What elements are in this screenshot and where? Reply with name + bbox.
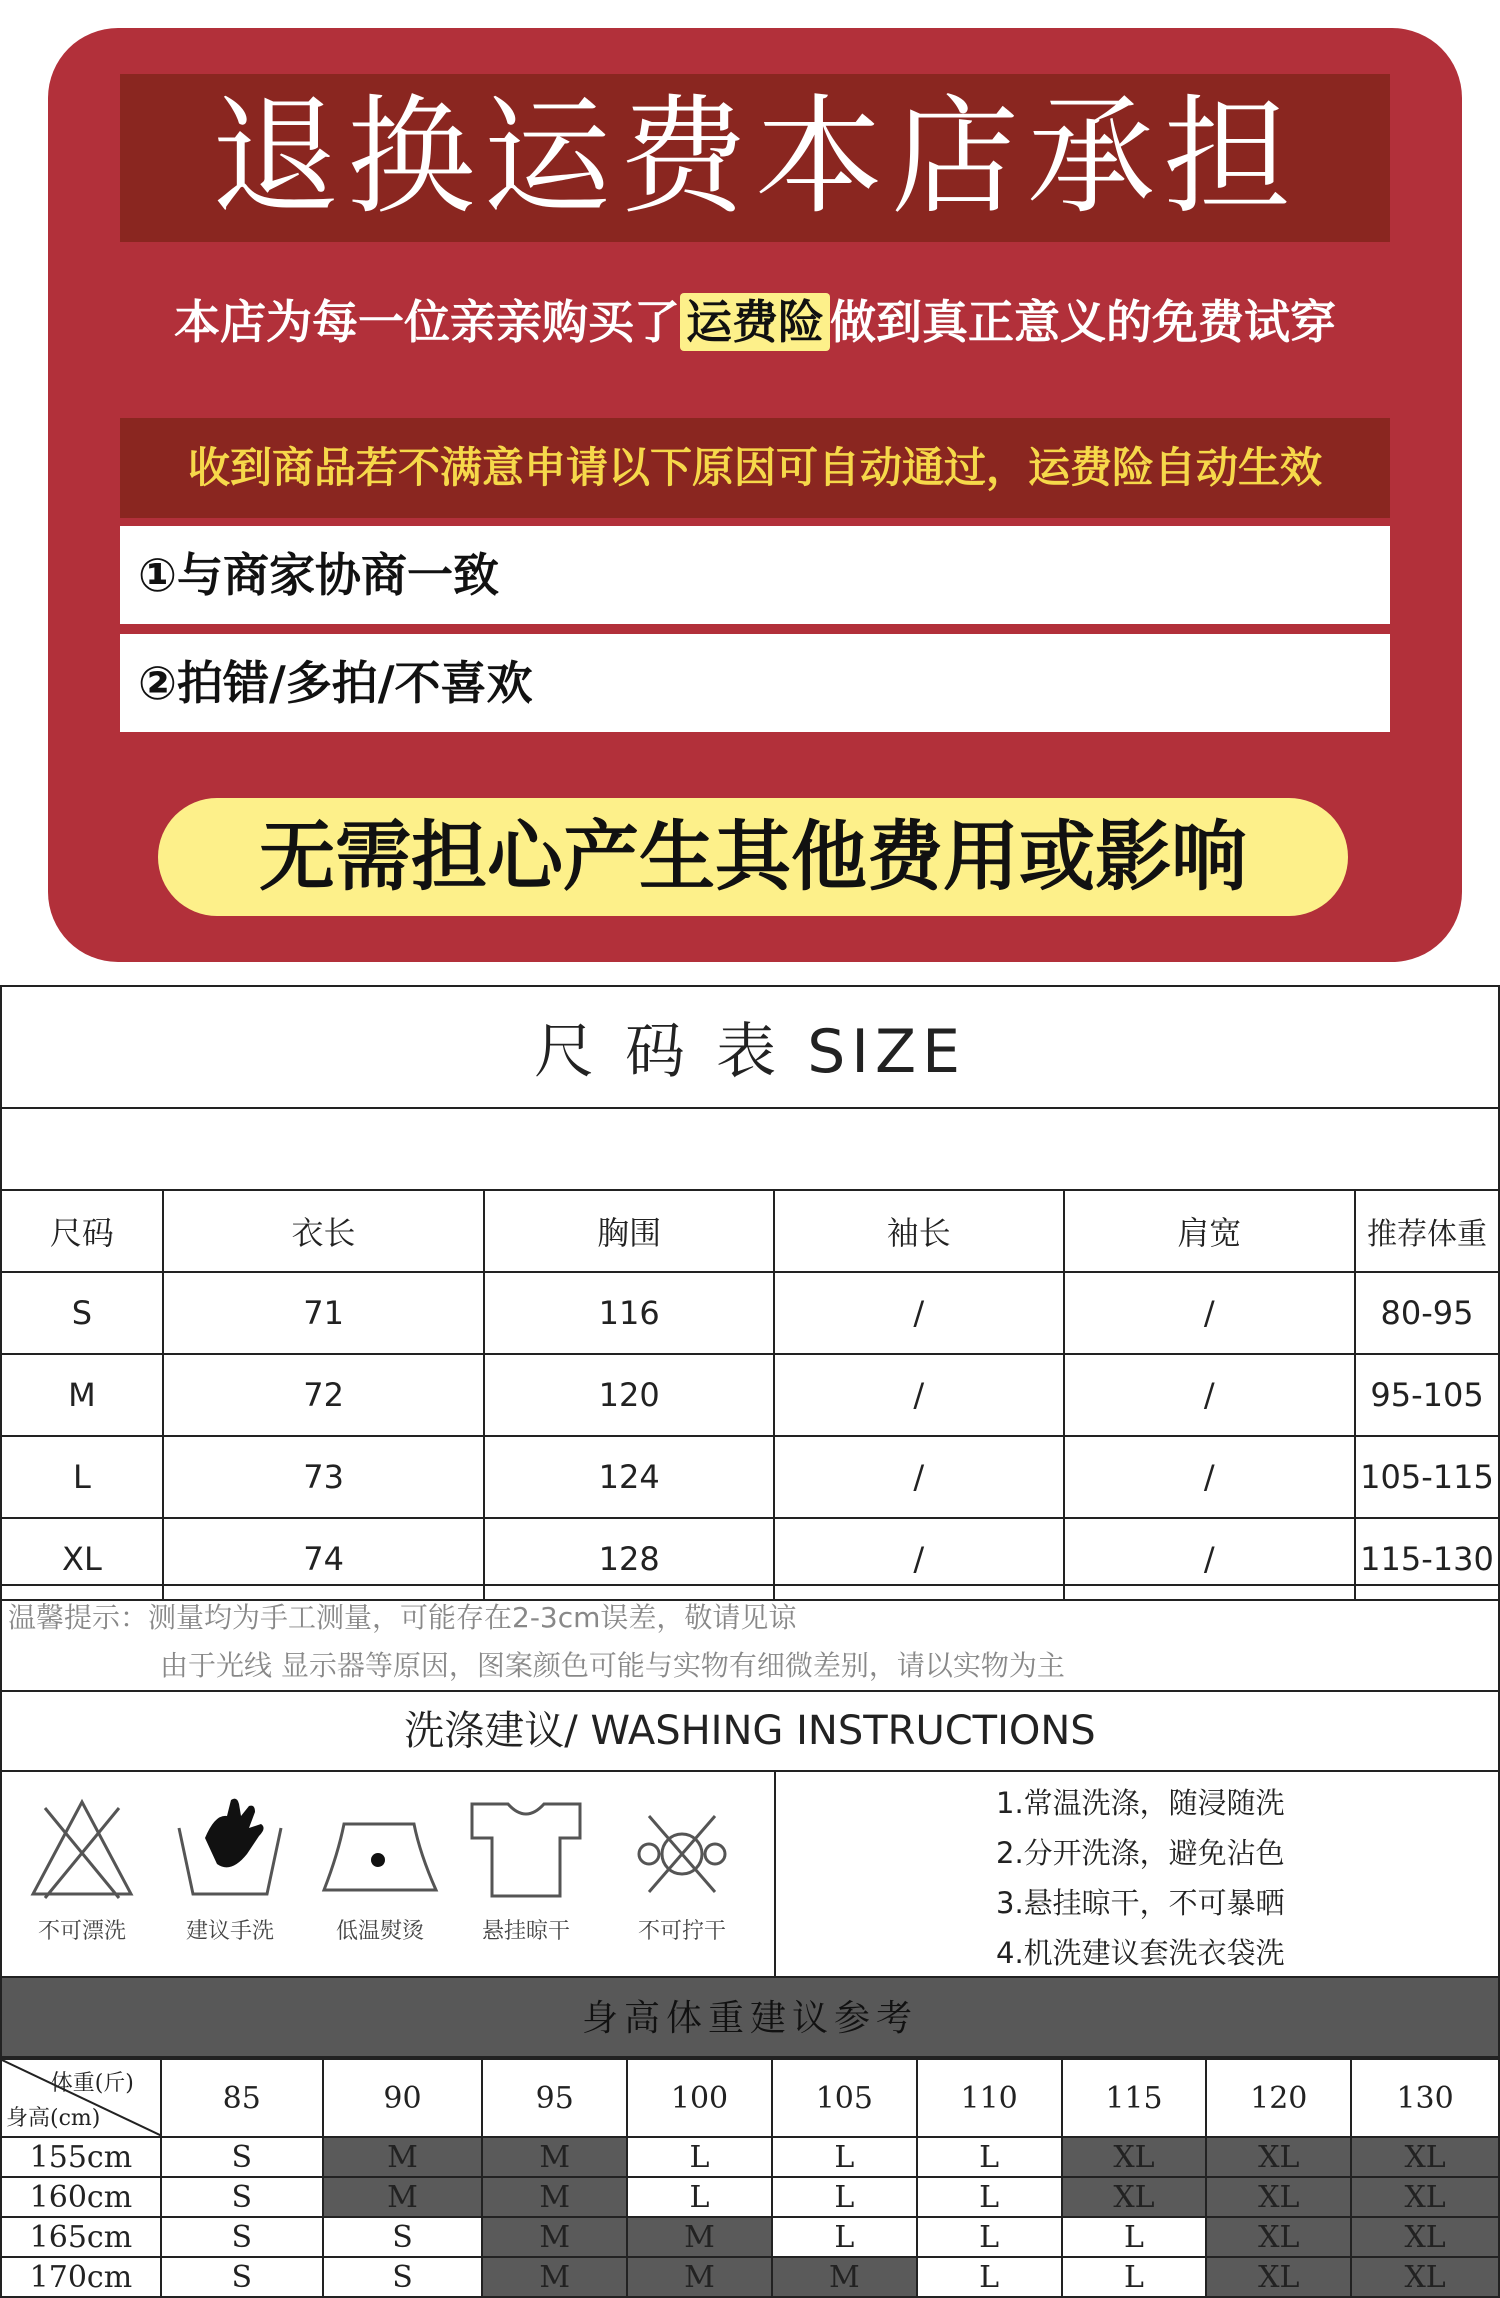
header-cell: 尺码 xyxy=(1,1190,163,1272)
size-cell: XL xyxy=(1062,2137,1207,2177)
table-cell: 80-95 xyxy=(1355,1272,1499,1354)
table-cell: / xyxy=(774,1518,1064,1600)
size-header-row xyxy=(1,1190,1499,1272)
size-cell: S xyxy=(161,2177,323,2217)
size-cell: S xyxy=(323,2217,483,2257)
height-weight-table xyxy=(0,2058,1500,2298)
hand-wash-icon xyxy=(170,1794,290,1945)
washing-panel xyxy=(0,1770,1500,1978)
reason-item: ②拍错/多拍/不喜欢 xyxy=(120,634,1390,732)
size-cell: S xyxy=(161,2257,323,2297)
washing-title: 洗涤建议/ WASHING INSTRUCTIONS xyxy=(0,1690,1500,1772)
table-row xyxy=(1,1436,1499,1518)
table-cell: L xyxy=(1,1436,163,1518)
washing-steps xyxy=(996,1778,1285,1978)
size-cell: L xyxy=(772,2217,917,2257)
height-cell: 155cm xyxy=(1,2137,161,2177)
corner-cell xyxy=(1,2059,161,2137)
wash-icon-label: 不可漂洗 xyxy=(37,1919,126,1944)
banner-subtitle xyxy=(48,280,1462,364)
table-cell: 95-105 xyxy=(1355,1354,1499,1436)
height-cell: 160cm xyxy=(1,2177,161,2217)
size-cell: L xyxy=(1062,2257,1207,2297)
table-cell: 124 xyxy=(484,1436,774,1518)
hang-dry-icon xyxy=(466,1794,586,1945)
height-axis-label: 身高(cm) xyxy=(6,2106,101,2131)
header-cell: 推荐体重 xyxy=(1355,1190,1499,1272)
table-cell: 128 xyxy=(484,1518,774,1600)
height-weight-rows xyxy=(1,2137,1499,2297)
table-cell: 115-130 xyxy=(1355,1518,1499,1600)
height-weight-title: 身高体重建议参考 xyxy=(0,1976,1500,2058)
table-row xyxy=(1,2217,1499,2257)
table-cell: / xyxy=(774,1272,1064,1354)
blank-row xyxy=(1,1108,1499,1190)
size-cell: M xyxy=(772,2257,917,2297)
height-cell: 170cm xyxy=(1,2257,161,2297)
height-cell: 165cm xyxy=(1,2217,161,2257)
size-cell: L xyxy=(772,2137,917,2177)
table-cell: 120 xyxy=(484,1354,774,1436)
size-cell: XL xyxy=(1206,2217,1351,2257)
size-cell: XL xyxy=(1351,2257,1499,2297)
size-cell: L xyxy=(917,2137,1062,2177)
size-cell: XL xyxy=(1351,2217,1499,2257)
size-cell: XL xyxy=(1351,2137,1499,2177)
size-cell: M xyxy=(482,2257,627,2297)
table-cell: S xyxy=(1,1272,163,1354)
subtitle-post: 做到真正意义的免费试穿 xyxy=(830,295,1336,349)
shipping-insurance-banner xyxy=(48,28,1462,962)
size-cell: L xyxy=(772,2177,917,2217)
wash-icon-label: 低温熨烫 xyxy=(335,1919,424,1944)
note-color: 由于光线 显示器等原因，图案颜色可能与实物有细微差别，请以实物为主 xyxy=(160,1649,1065,1682)
table-cell: 71 xyxy=(163,1272,485,1354)
size-cell: S xyxy=(161,2217,323,2257)
subtitle-pre: 本店为每一位亲亲购买了 xyxy=(174,295,680,349)
wash-icon-label: 悬挂晾干 xyxy=(481,1919,570,1944)
table-cell: XL xyxy=(1,1518,163,1600)
no-wring-icon xyxy=(622,1794,742,1945)
size-cell: XL xyxy=(1206,2177,1351,2217)
header-cell: 胸围 xyxy=(484,1190,774,1272)
weight-header: 130 xyxy=(1351,2059,1499,2137)
wash-step: 4.机洗建议套洗衣袋洗 xyxy=(996,1936,1285,1970)
size-cell: S xyxy=(323,2257,483,2297)
weight-header-row xyxy=(1,2059,1499,2137)
weight-header: 90 xyxy=(323,2059,483,2137)
size-cell: S xyxy=(161,2137,323,2177)
auto-pass-notice: 收到商品若不满意申请以下原因可自动通过，运费险自动生效 xyxy=(120,418,1390,518)
wash-step: 3.悬挂晾干，不可暴晒 xyxy=(996,1886,1285,1920)
weight-header: 95 xyxy=(482,2059,627,2137)
table-cell: 73 xyxy=(163,1436,485,1518)
weight-header: 105 xyxy=(772,2059,917,2137)
size-cell: L xyxy=(917,2177,1062,2217)
table-cell: / xyxy=(1064,1272,1356,1354)
size-cell: L xyxy=(1062,2217,1207,2257)
no-bleach-icon xyxy=(22,1794,142,1945)
wash-step: 1.常温洗涤，随浸随洗 xyxy=(996,1786,1285,1820)
table-row xyxy=(1,1272,1499,1354)
note-measurement: 温馨提示：测量均为手工测量，可能存在2-3cm误差，敬请见谅 xyxy=(8,1601,797,1634)
table-cell: 116 xyxy=(484,1272,774,1354)
size-cell: XL xyxy=(1206,2257,1351,2297)
header-cell: 肩宽 xyxy=(1064,1190,1356,1272)
table-cell: 105-115 xyxy=(1355,1436,1499,1518)
weight-header: 85 xyxy=(161,2059,323,2137)
weight-axis-label: 体重(斤) xyxy=(50,2071,134,2096)
size-cell: M xyxy=(627,2217,772,2257)
table-cell: 74 xyxy=(163,1518,485,1600)
table-cell: 72 xyxy=(163,1354,485,1436)
table-row xyxy=(1,2257,1499,2297)
size-cell: L xyxy=(627,2137,772,2177)
size-cell: XL xyxy=(1062,2177,1207,2217)
table-cell: / xyxy=(774,1354,1064,1436)
weight-header: 115 xyxy=(1062,2059,1207,2137)
header-cell: 袖长 xyxy=(774,1190,1064,1272)
size-cell: M xyxy=(627,2257,772,2297)
table-row xyxy=(1,1354,1499,1436)
size-cell: M xyxy=(482,2217,627,2257)
measurement-notes xyxy=(0,1584,1500,1692)
weight-header: 100 xyxy=(627,2059,772,2137)
header-cell: 衣长 xyxy=(163,1190,485,1272)
table-cell: / xyxy=(1064,1518,1356,1600)
size-cell: L xyxy=(627,2177,772,2217)
low-iron-icon xyxy=(320,1794,440,1945)
wash-divider xyxy=(774,1772,776,1976)
reason-item: ①与商家协商一致 xyxy=(120,526,1390,624)
weight-header: 120 xyxy=(1206,2059,1351,2137)
weight-header: 110 xyxy=(917,2059,1062,2137)
size-cell: XL xyxy=(1206,2137,1351,2177)
size-cell: M xyxy=(482,2137,627,2177)
size-table-title: 尺 码 表 SIZE xyxy=(1,986,1499,1108)
size-table xyxy=(0,985,1500,1601)
size-cell: L xyxy=(917,2257,1062,2297)
table-cell: M xyxy=(1,1354,163,1436)
size-cell: M xyxy=(482,2177,627,2217)
wash-icon-label: 建议手洗 xyxy=(185,1919,274,1944)
size-cell: XL xyxy=(1351,2177,1499,2217)
wash-step: 2.分开洗涤，避免沾色 xyxy=(996,1836,1285,1870)
subtitle-highlight: 运费险 xyxy=(680,293,830,351)
table-cell: / xyxy=(1064,1436,1356,1518)
table-row xyxy=(1,2177,1499,2217)
table-cell: / xyxy=(774,1436,1064,1518)
size-cell: M xyxy=(323,2137,483,2177)
banner-title: 退换运费本店承担 xyxy=(120,74,1390,242)
table-row xyxy=(1,2137,1499,2177)
size-cell: L xyxy=(917,2217,1062,2257)
table-cell: / xyxy=(1064,1354,1356,1436)
size-cell: M xyxy=(323,2177,483,2217)
wash-icon-label: 不可拧干 xyxy=(637,1919,726,1944)
no-worry-pill: 无需担心产生其他费用或影响 xyxy=(158,798,1348,916)
